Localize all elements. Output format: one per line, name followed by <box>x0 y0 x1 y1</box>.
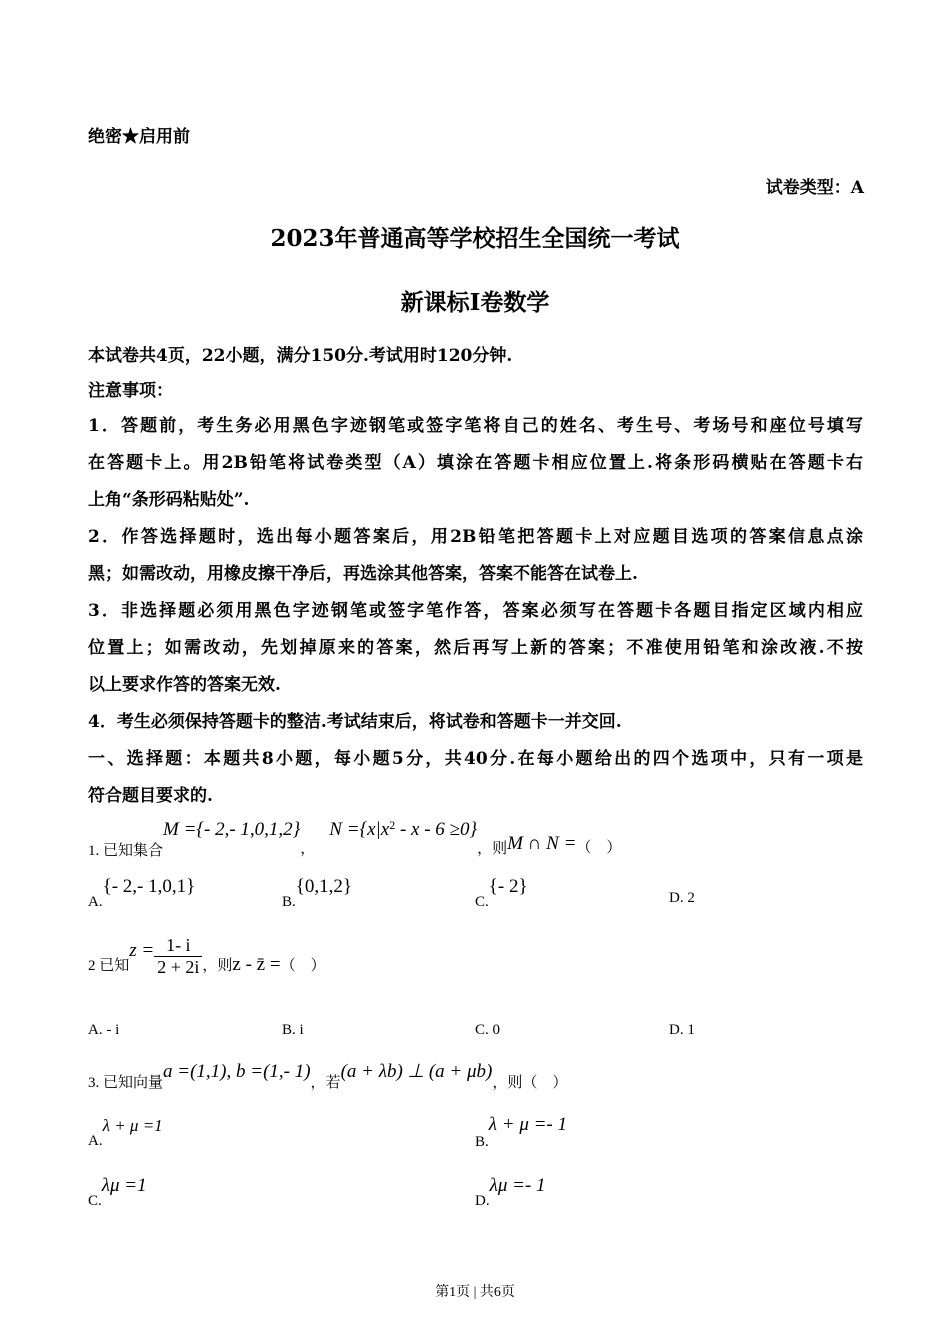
option-label: A. <box>88 1133 103 1149</box>
option-value: λμ =- 1 <box>489 1175 546 1196</box>
q2-fraction <box>154 935 202 978</box>
page-footer: 第1页 | 共6页 <box>435 1285 515 1300</box>
q1-set-n-a: N ={x|x <box>329 819 390 840</box>
option-value: - i <box>106 1022 120 1038</box>
note-4-line: 4．考生必须保持答题卡的整洁.考试结束后，将试卷和答题卡一并交回. <box>88 712 622 732</box>
option-value: 0 <box>492 1022 501 1038</box>
option-label: B. <box>475 1134 489 1150</box>
q2-option-d <box>669 1022 695 1039</box>
q3-condition: (a + λb) ⊥ (a + μb) <box>340 1061 493 1082</box>
q1-paren: （ ） <box>576 840 622 856</box>
q3-option-a <box>88 1116 163 1149</box>
q1-option-b <box>282 876 353 910</box>
q1-then: ，则 <box>477 841 508 857</box>
section-heading-line: 一、选择题：本题共8小题，每小题5分，共40分.在每小题给出的四个选项中，只有一项是 <box>88 749 863 769</box>
note-3-line: 以上要求作答的答案无效. <box>88 675 281 695</box>
q1-option-a <box>88 876 196 910</box>
paper-type: 试卷类型：A <box>765 178 864 198</box>
q3-prefix: 3. 已知向量 <box>88 1075 164 1091</box>
q1-option-d <box>669 890 695 907</box>
q3-paren: （ ） <box>522 1075 568 1091</box>
q2-paren: （ ） <box>280 957 326 974</box>
option-value: {- 2,- 1,0,1} <box>102 876 196 897</box>
q3-option-b <box>475 1114 568 1150</box>
q2-lhs: z = <box>129 939 155 961</box>
notes-heading: 注意事项： <box>88 381 173 401</box>
option-label: C. <box>475 894 489 910</box>
question-1 <box>88 818 622 859</box>
q2-expr: z - z̄ = <box>232 953 281 975</box>
question-3 <box>88 1060 568 1091</box>
option-label: D. <box>669 890 684 906</box>
q1-expr: M ∩ N = <box>507 833 577 854</box>
q2-option-c <box>475 1022 500 1039</box>
q2-then: ，则 <box>202 957 233 974</box>
note-2-line: 黑；如需改动，用橡皮擦干净后，再选涂其他答案，答案不能答在试卷上. <box>88 564 638 584</box>
option-label: D. <box>669 1022 684 1038</box>
note-1-line: 1．答题前，考生务必用黑色字迹钢笔或签字笔将自己的姓名、考生号、考场号和座位号填写 <box>88 416 863 436</box>
q1-sep: ， <box>300 841 316 857</box>
option-label: C. <box>88 1193 102 1209</box>
option-label: D. <box>475 1193 490 1209</box>
option-value: λμ =1 <box>101 1175 147 1196</box>
q1-prefix: 1. 已知集合 <box>88 843 164 859</box>
option-value: λ + μ =1 <box>102 1116 163 1135</box>
note-1-line: 在答题卡上。用2B铅笔将试卷类型（A）填涂在答题卡相应位置上.将条形码横贴在答题卡右 <box>88 453 863 473</box>
q1-option-c <box>475 876 528 910</box>
q2-option-a <box>88 1022 119 1039</box>
q2-numerator: 1- i <box>154 935 202 957</box>
question-2 <box>88 935 326 978</box>
q1-set-n-sup: 2 <box>389 818 396 832</box>
exam-subtitle: 新课标Ⅰ卷数学 <box>400 289 550 316</box>
note-1-line: 上角“条形码粘贴处”. <box>88 490 250 510</box>
option-value: 2 <box>687 890 695 906</box>
option-value: {- 2} <box>488 876 528 897</box>
option-label: C. <box>475 1022 489 1038</box>
q2-denominator: 2 + 2i <box>157 957 200 977</box>
q2-option-b <box>282 1022 304 1039</box>
q3-vectors: a =(1,1), b =(1,- 1) <box>163 1061 311 1082</box>
option-label: A. <box>88 894 103 910</box>
exam-intro: 本试卷共4页，22小题，满分150分.考试用时120分钟. <box>88 346 513 366</box>
q1-set-m: M ={- 2,- 1,0,1,2} <box>163 819 301 840</box>
section-heading-line: 符合题目要求的. <box>88 786 213 806</box>
option-value: {0,1,2} <box>295 876 353 897</box>
option-label: B. <box>282 894 296 910</box>
note-3-line: 位置上；如需改动，先划掉原来的答案，然后再写上新的答案；不准使用铅笔和涂改液.不按 <box>88 638 863 658</box>
option-value: i <box>299 1022 304 1038</box>
option-value: 1 <box>687 1022 695 1038</box>
option-label: B. <box>282 1022 296 1038</box>
option-value: λ + μ =- 1 <box>488 1114 568 1135</box>
q2-prefix: 2 已知 <box>88 957 130 974</box>
option-label: A. <box>88 1022 103 1038</box>
q1-set-n-b: - x - 6 ≥0} <box>395 819 478 840</box>
note-3-line: 3．非选择题必须用黑色字迹钢笔或签字笔作答，答案必须写在答题卡各题目指定区域内相应 <box>88 601 863 621</box>
q3-option-c <box>88 1175 147 1209</box>
confidential-label: 绝密★启用前 <box>88 127 190 147</box>
q3-if: ，若 <box>310 1075 341 1091</box>
note-2-line: 2．作答选择题时，选出每小题答案后，用2B铅笔把答题卡上对应题目选项的答案信息点涂 <box>88 527 863 547</box>
exam-title: 2023年普通高等学校招生全国统一考试 <box>270 225 680 252</box>
q3-then: ，则 <box>492 1075 523 1091</box>
q3-option-d <box>475 1175 546 1209</box>
